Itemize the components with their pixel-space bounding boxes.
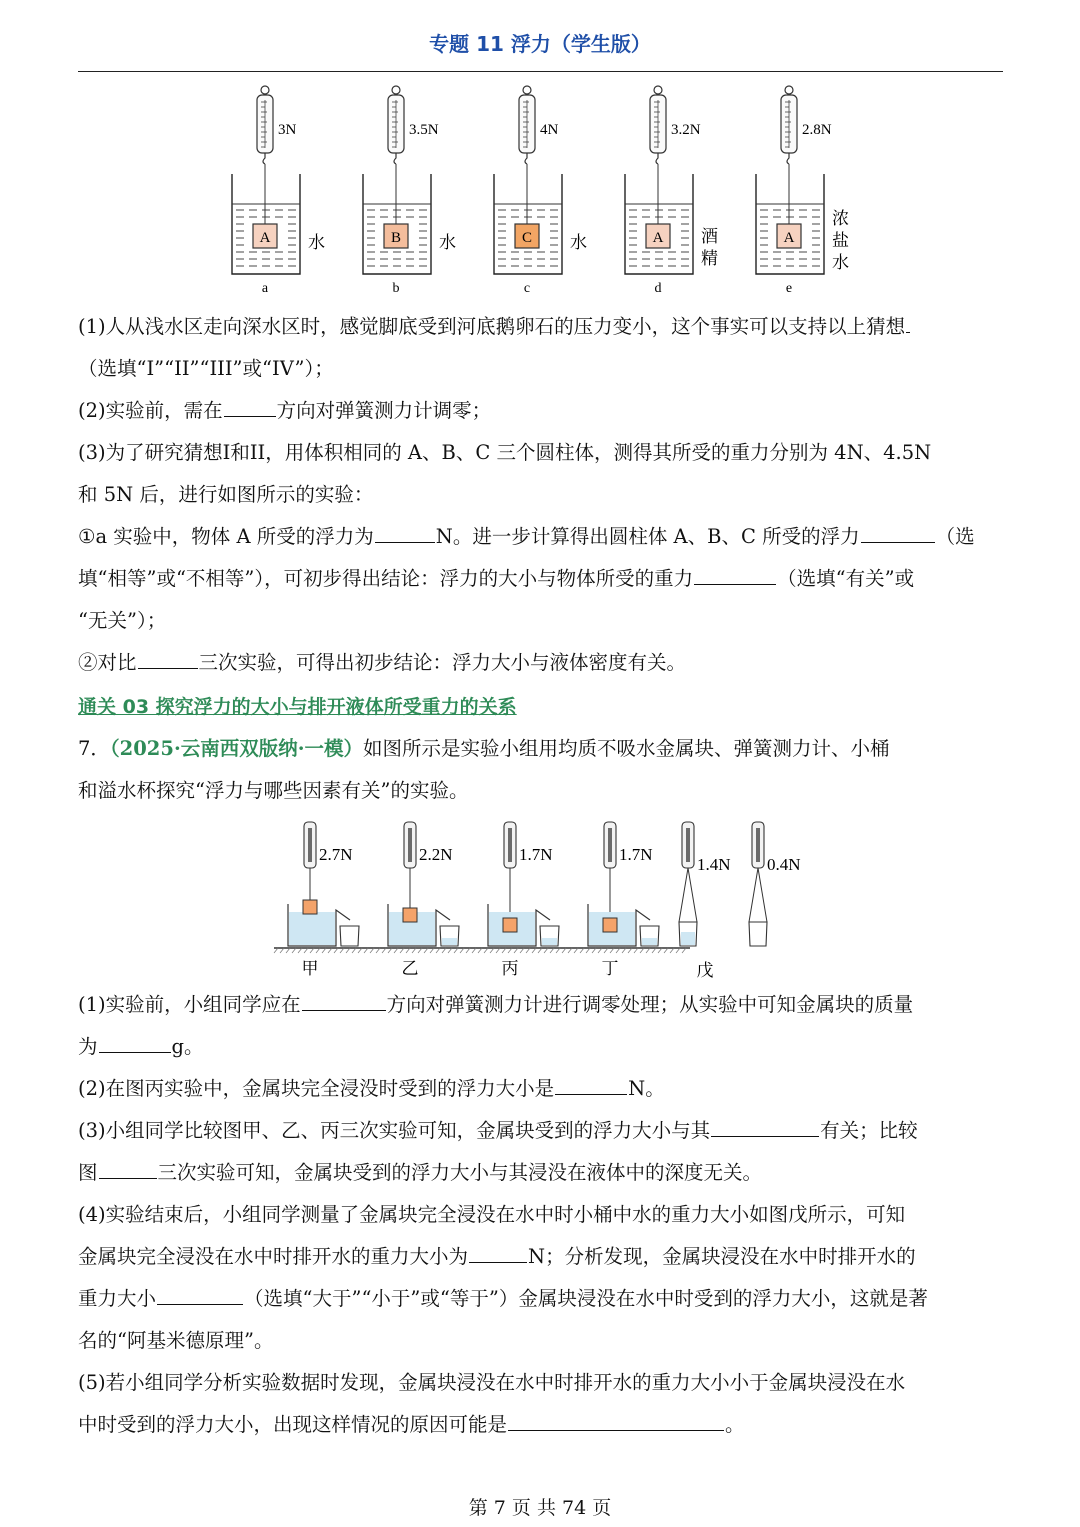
scale-hook — [394, 153, 396, 164]
table-hatch — [448, 948, 452, 953]
table-hatch — [508, 948, 512, 953]
table-hatch — [298, 948, 302, 953]
scale-reading: 1.4N — [697, 855, 731, 874]
setup-c — [494, 86, 587, 296]
table-hatch — [562, 948, 566, 953]
setup-a — [232, 86, 325, 296]
liquid-label: 水 — [308, 233, 325, 252]
water — [289, 912, 335, 945]
table-hatch — [388, 948, 392, 953]
table-hatch — [424, 948, 428, 953]
scale-reading: 2.2N — [419, 845, 453, 864]
table-hatch — [568, 948, 572, 953]
scale-hook — [787, 153, 789, 164]
answer-blank[interactable] — [555, 1076, 627, 1095]
setup-caption: d — [654, 281, 662, 296]
bucket-water — [642, 938, 657, 945]
table-hatch — [664, 948, 668, 953]
answer-blank[interactable] — [469, 1244, 527, 1263]
scale-reading: 2.8N — [802, 122, 832, 138]
question-7-line-1: 7．（2025·云南西双版纳·一模）如图所示是实验小组用均质不吸水金属块、弹簧测力计、小桶 — [78, 737, 890, 760]
table-hatch — [658, 948, 662, 953]
setup-3 — [488, 822, 559, 978]
setup-5 — [679, 822, 731, 980]
table-hatch — [460, 948, 464, 953]
scale-spring — [508, 828, 512, 862]
table-hatch — [358, 948, 362, 953]
table-hatch — [400, 948, 404, 953]
table-hatch — [502, 948, 506, 953]
q-line-4: (3)为了研究猜想I和II，用体积相同的 A、B、C 三个圆柱体，测得其所受的重力分别为 4N、4.5N — [78, 441, 932, 464]
table-hatch — [442, 948, 446, 953]
scale-ring — [261, 86, 269, 94]
setup-caption: 乙 — [401, 959, 419, 978]
section-title: 通关 03 探究浮力的大小与排开液体所受重力的关系 — [78, 696, 517, 718]
table-hatch — [376, 948, 380, 953]
table-hatch — [604, 948, 608, 953]
metal-block — [303, 900, 317, 914]
table-hatch — [592, 948, 596, 953]
table-hatch — [418, 948, 422, 953]
scale-reading: 1.7N — [619, 845, 653, 864]
scale-hook — [656, 153, 658, 164]
setup-caption: a — [261, 281, 269, 296]
table-hatch — [598, 948, 602, 953]
setup-caption: 甲 — [301, 959, 319, 978]
table-hatch — [616, 948, 620, 953]
q7-line-6: (4)实验结束后，小组同学测量了金属块完全浸没在水中时小桶中水的重力大小如图戊所示，可知 — [78, 1203, 906, 1226]
question-7-line-2: 和溢水杯探究“浮力与哪些因素有关”的实验。 — [78, 779, 469, 802]
q7-line-8: 重力大小 （选填“大于”“小于”或“等于”）金属块浸没在水中时受到的浮力大小，这就是著 — [78, 1287, 928, 1310]
metal-block — [603, 918, 617, 932]
table-hatch — [640, 948, 644, 953]
page-header-title: 专题 11 浮力（学生版） — [429, 32, 651, 56]
scale-ring — [654, 86, 662, 94]
q7-line-7: 金属块完全浸没在水中时排开水的重力大小为 N；分析发现，金属块浸没在水中时排开水的 — [78, 1245, 916, 1268]
q-line-9: ②对比 三次实验，可得出初步结论：浮力大小与液体密度有关。 — [78, 651, 687, 674]
block-label: A — [783, 230, 795, 246]
q7-line-1: (1)实验前，小组同学应在 方向对弹簧测力计进行调零处理；从实验中可知金属块的质量 — [78, 993, 914, 1016]
scale-ring — [523, 86, 531, 94]
table-hatch — [340, 948, 344, 953]
scale-reading: 3.2N — [671, 122, 701, 138]
q-line-6: ①a 实验中，物体 A 所受的浮力为 N。进一步计算得出圆柱体 A、B、C 所受的浮力 （选 — [78, 525, 975, 548]
setup-e — [756, 86, 849, 296]
table-hatch — [574, 948, 578, 953]
table-hatch — [484, 948, 488, 953]
setup-4 — [588, 822, 659, 978]
table-hatch — [352, 948, 356, 953]
table-hatch — [394, 948, 398, 953]
table-hatch — [652, 948, 656, 953]
q7-line-2: 为 g。 — [78, 1035, 204, 1058]
scale-spring — [756, 828, 760, 862]
table-hatch — [520, 948, 524, 953]
scale-reading: 3N — [278, 122, 297, 138]
q-line-3: (2)实验前，需在 方向对弹簧测力计调零； — [78, 399, 492, 422]
liquid-label: 酒精 — [701, 227, 718, 268]
scale-spring — [608, 828, 612, 862]
table-hatch — [580, 948, 584, 953]
figure-1-buoyancy-setups — [210, 82, 850, 298]
table-hatch — [544, 948, 548, 953]
table-hatch — [316, 948, 320, 953]
setup-caption: c — [523, 281, 531, 296]
setup-caption: b — [392, 281, 400, 296]
small-bucket — [749, 922, 767, 946]
scale-spring — [408, 828, 412, 862]
table-hatch — [304, 948, 308, 953]
q-line-8: “无关”）； — [78, 609, 167, 632]
answer-blank[interactable] — [711, 1118, 819, 1137]
table-hatch — [370, 948, 374, 953]
block-label: C — [521, 230, 533, 246]
table-hatch — [622, 948, 626, 953]
table-hatch — [628, 948, 632, 953]
setup-b — [363, 86, 456, 296]
table-hatch — [472, 948, 476, 953]
scale-reading: 3.5N — [409, 122, 439, 138]
q7-line-10: (5)若小组同学分析实验数据时发现，金属块浸没在水中时排开水的重力大小小于金属块浸没在水 — [78, 1371, 906, 1394]
table-hatch — [328, 948, 332, 953]
table-hatch — [334, 948, 338, 953]
setup-caption: 丙 — [501, 959, 519, 978]
bucket-water — [542, 938, 557, 945]
table-hatch — [436, 948, 440, 953]
q-line-5: 和 5N 后，进行如图所示的实验： — [78, 483, 374, 506]
answer-blank[interactable] — [694, 566, 776, 585]
scale-hook — [525, 153, 527, 164]
q-line-2: （选填“I”“II”“III”或“IV”）； — [78, 357, 334, 380]
block-label: A — [652, 230, 664, 246]
table-hatch — [412, 948, 416, 953]
table-hatch — [514, 948, 518, 953]
q7-line-4: (3)小组同学比较图甲、乙、丙三次实验可知，金属块受到的浮力大小与其 有关；比较 — [78, 1119, 918, 1142]
scale-spring — [308, 828, 312, 862]
scale-reading: 1.7N — [519, 845, 553, 864]
liquid-label: 水 — [570, 233, 587, 252]
table-hatch — [676, 948, 680, 953]
scale-reading: 4N — [540, 122, 559, 138]
liquid-label: 水 — [439, 233, 456, 252]
liquid-label: 浓盐水 — [832, 209, 849, 272]
table-hatch — [634, 948, 638, 953]
bucket-handle — [679, 868, 697, 922]
table-hatch — [310, 948, 314, 953]
setup-1 — [288, 822, 359, 978]
table-hatch — [556, 948, 560, 953]
q7-line-3: (2)在图丙实验中，金属块完全浸没时受到的浮力大小是 N。 — [78, 1077, 665, 1100]
table-hatch — [406, 948, 410, 953]
table-hatch — [682, 948, 686, 953]
setup-caption: e — [785, 281, 793, 296]
table-hatch — [292, 948, 296, 953]
table-hatch — [646, 948, 650, 953]
table-hatch — [454, 948, 458, 953]
table-hatch — [496, 948, 500, 953]
table-hatch — [670, 948, 674, 953]
bucket-water — [681, 932, 695, 945]
answer-blank[interactable] — [375, 524, 435, 543]
table-hatch — [610, 948, 614, 953]
answer-blank[interactable] — [224, 398, 276, 417]
answer-blank[interactable] — [508, 1412, 724, 1431]
table-hatch — [550, 948, 554, 953]
answer-blank[interactable] — [157, 1286, 243, 1305]
table-hatch — [274, 948, 278, 953]
table-hatch — [382, 948, 386, 953]
scale-ring — [392, 86, 400, 94]
table-hatch — [346, 948, 350, 953]
q-line-1: (1)人从浅水区走向深水区时，感觉脚底受到河底鹅卵石的压力变小，这个事实可以支持以上猜想 — [78, 306, 1003, 348]
q7-line-5: 图 三次实验可知，金属块受到的浮力大小与其浸没在液体中的深度无关。 — [78, 1161, 763, 1184]
answer-blank[interactable] — [138, 650, 198, 669]
q7-line-9: 名的“阿基米德原理”。 — [78, 1329, 274, 1352]
setup-caption: 丁 — [601, 959, 619, 978]
figure-2-archimedes-setups — [270, 818, 830, 984]
setup-2 — [388, 822, 459, 978]
table-hatch — [430, 948, 434, 953]
scale-hook — [263, 153, 265, 164]
table-hatch — [586, 948, 590, 953]
table-hatch — [286, 948, 290, 953]
setup-6 — [749, 822, 801, 946]
table-hatch — [490, 948, 494, 953]
answer-blank[interactable] — [861, 524, 935, 543]
metal-block — [503, 918, 517, 932]
answer-blank[interactable] — [99, 1160, 157, 1179]
answer-blank[interactable] — [302, 992, 386, 1011]
block-label: A — [259, 230, 271, 246]
answer-blank[interactable] — [99, 1034, 171, 1053]
scale-spring — [686, 828, 690, 862]
small-bucket — [340, 926, 359, 946]
table-hatch — [538, 948, 542, 953]
q-line-7: 填“相等”或“不相等”），可初步得出结论：浮力的大小与物体所受的重力 （选填“有关”或 — [78, 567, 915, 590]
q7-line-11: 中时受到的浮力大小，出现这样情况的原因可能是 。 — [78, 1413, 745, 1436]
table-hatch — [364, 948, 368, 953]
metal-block — [403, 908, 417, 922]
scale-reading: 2.7N — [319, 845, 353, 864]
page-footer: 第 7 页 共 74 页 — [468, 1497, 612, 1519]
block-label: B — [390, 230, 402, 246]
table-hatch — [526, 948, 530, 953]
setup-caption: 戊 — [696, 961, 714, 980]
table-hatch — [478, 948, 482, 953]
table-hatch — [532, 948, 536, 953]
setup-d — [625, 86, 718, 296]
scale-reading: 0.4N — [767, 855, 801, 874]
table-hatch — [322, 948, 326, 953]
bucket-water — [442, 938, 457, 945]
scale-ring — [785, 86, 793, 94]
table-hatch — [280, 948, 284, 953]
bucket-handle — [749, 868, 767, 922]
table-hatch — [466, 948, 470, 953]
header-rule — [78, 71, 1003, 72]
